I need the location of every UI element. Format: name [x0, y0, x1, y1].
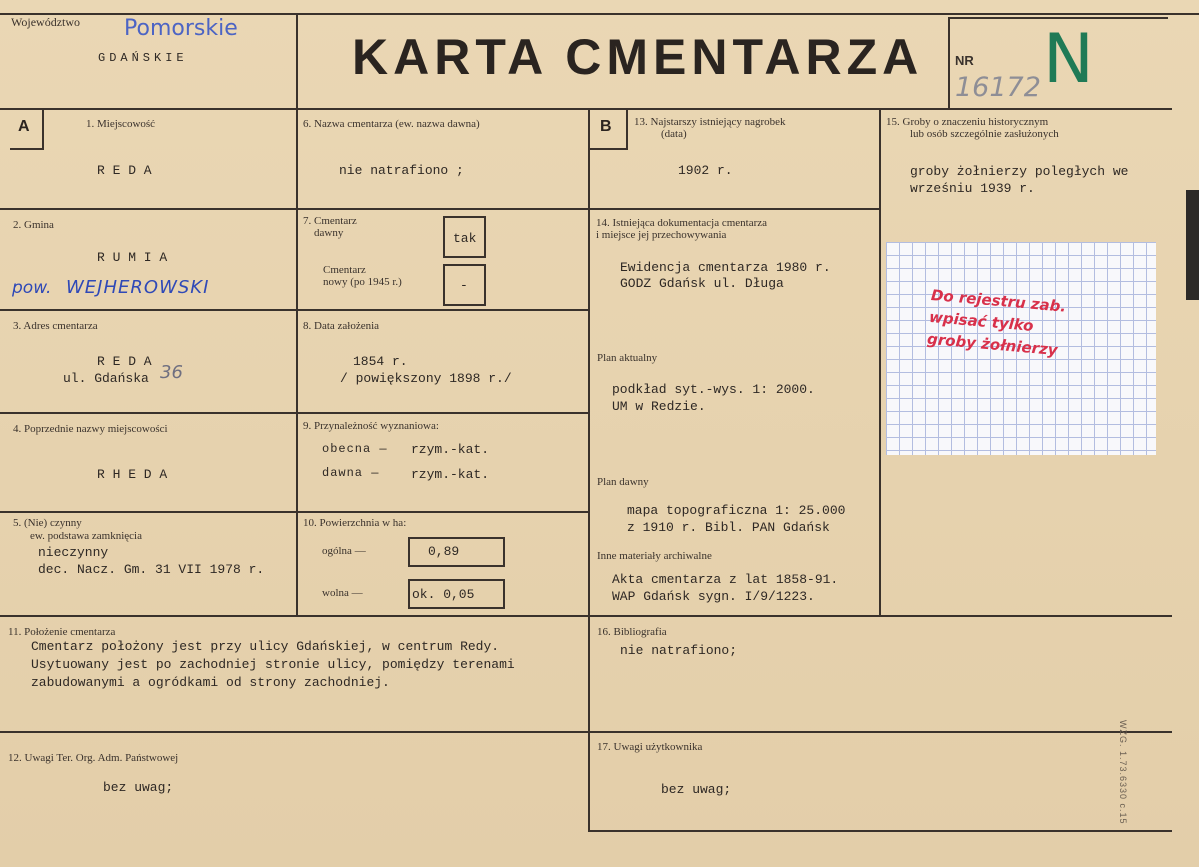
f13-label-1: 13. Najstarszy istniejący nagrobek — [634, 116, 786, 128]
f15-line2: wrześniu 1939 r. — [910, 181, 1035, 196]
f15-label-2: lub osób szczególnie zasłużonych — [910, 128, 1059, 140]
f8-label: 8. Data założenia — [303, 320, 380, 332]
f2-value: R U M I A — [97, 250, 168, 265]
f15-line1: groby żołnierzy poległych we — [910, 164, 1129, 179]
f10-ogolna-value: 0,89 — [428, 544, 460, 559]
f6-value: nie natrafiono ; — [339, 163, 464, 178]
f2-powiat-prefix: pow. — [12, 278, 52, 298]
f11-line3: zabudowanymi a ogródkami od strony zachodniej. — [31, 675, 390, 690]
f17-value: bez uwag; — [661, 782, 732, 797]
f14-inne-line1: Akta cmentarza z lat 1858-91. — [612, 572, 839, 587]
row-line-1 — [0, 208, 588, 210]
f14-doc-line2: GODZ Gdańsk ul. Długa — [620, 276, 784, 291]
f11-label: 11. Położenie cmentarza — [8, 626, 116, 638]
f9-dawna-value: rzym.-kat. — [411, 467, 490, 482]
f14-plan-dawny-line2: z 1910 r. Bibl. PAN Gdańsk — [627, 520, 830, 535]
f9-obecna-label: obecna — — [322, 442, 388, 456]
col-divider-1 — [296, 108, 298, 616]
row-line-2 — [0, 309, 588, 311]
f7-label-old: 7. Cmentarz dawny — [303, 215, 357, 239]
f14-plan-dawny-label: Plan dawny — [597, 476, 649, 488]
col-divider-2 — [588, 108, 590, 832]
f5-label-2: ew. podstawa zamknięcia — [30, 530, 142, 542]
f6-label: 6. Nazwa cmentarza (ew. nazwa dawna) — [303, 118, 480, 130]
f14-label-1: 14. Istniejąca dokumentacja cmentarza — [596, 217, 768, 229]
bottom-line-right — [588, 830, 1172, 832]
f7-label-new: Cmentarz nowy (po 1945 r.) — [323, 264, 402, 288]
f3-line2: ul. Gdańska — [63, 371, 149, 386]
f15-label-1: 15. Groby o znaczeniu historycznym — [886, 116, 1049, 128]
f3-line1: R E D A — [97, 354, 152, 369]
nr-label: NR — [955, 53, 974, 68]
f13-value: 1902 r. — [678, 163, 733, 178]
f11-line1: Cmentarz położony jest przy ulicy Gdańskiej, w centrum Redy. — [31, 639, 500, 654]
scan-edge-strip — [1186, 190, 1199, 300]
f16-value: nie natrafiono; — [620, 643, 738, 658]
row-line-3 — [0, 412, 588, 414]
f9-label: 9. Przynależność wyznaniowa: — [303, 420, 439, 432]
f8-line2: / powiększony 1898 r./ — [340, 371, 512, 386]
row-line-b1 — [588, 208, 879, 210]
row-line-5 — [0, 615, 1172, 617]
f10-ogolna-label: ogólna — — [322, 545, 366, 557]
f3-label: 3. Adres cmentarza — [13, 320, 98, 332]
wojewodztwo-stamp: Pomorskie — [124, 16, 238, 41]
f5-line2: dec. Nacz. Gm. 31 VII 1978 r. — [38, 562, 265, 577]
nr-letter: N — [1043, 20, 1094, 99]
header-divider-left — [296, 13, 298, 109]
f14-plan-aktualny-label: Plan aktualny — [597, 352, 658, 364]
top-border — [0, 13, 1199, 15]
wojewodztwo-typed: GDAŃSKIE — [98, 51, 188, 65]
f14-inne-label: Inne materiały archiwalne — [597, 550, 712, 562]
f10-label: 10. Powierzchnia w ha: — [303, 517, 407, 529]
f14-plan-dawny-line1: mapa topograficzna 1: 25.000 — [627, 503, 846, 518]
f2-label: 2. Gmina — [13, 219, 54, 231]
f5-label-1: 5. (Nie) czynny — [13, 517, 82, 529]
f14-plan-aktualny-line1: podkład syt.-wys. 1: 2000. — [612, 382, 815, 397]
f12-label: 12. Uwagi Ter. Org. Adm. Państwowej — [8, 752, 179, 764]
page-title: KARTA CMENTARZA — [352, 29, 924, 85]
note-line-2: wpisać tylko — [928, 307, 1035, 335]
nr-value: 16172 — [955, 72, 1041, 103]
row-line-4 — [0, 511, 588, 513]
col-divider-3 — [879, 108, 881, 616]
f16-label: 16. Bibliografia — [597, 626, 667, 638]
f5-line1: nieczynny — [38, 545, 109, 560]
f4-value: R H E D A — [97, 467, 168, 482]
f11-line2: Usytuowany jest po zachodniej stronie ulicy, pomiędzy terenami — [31, 657, 515, 672]
f12-value: bez uwag; — [103, 780, 174, 795]
header-divider-nr — [948, 17, 950, 109]
section-b-letter: B — [600, 118, 612, 135]
f14-doc-line1: Ewidencja cmentarza 1980 r. — [620, 260, 831, 275]
f1-label: 1. Miejscowość — [86, 118, 156, 130]
section-a-letter: A — [18, 118, 30, 135]
f14-label-2: i miejsce jej przechowywania — [596, 229, 727, 241]
sticky-note-text — [926, 284, 1067, 362]
row-line-6 — [0, 731, 1172, 733]
f8-line1: 1854 r. — [353, 354, 408, 369]
f14-inne-line2: WAP Gdańsk sygn. I/9/1223. — [612, 589, 815, 604]
f1-value: R E D A — [97, 163, 152, 178]
f3-number: 36 — [160, 362, 183, 383]
f4-label: 4. Poprzednie nazwy miejscowości — [13, 423, 168, 435]
f17-label: 17. Uwagi użytkownika — [597, 741, 703, 753]
f7-old-value: tak — [453, 231, 477, 246]
f14-plan-aktualny-line2: UM w Redzie. — [612, 399, 706, 414]
note-line-3: groby żołnierzy — [926, 329, 1059, 360]
side-print: WZG. 1.73.6330 c.15 — [1118, 720, 1128, 825]
f13-label-2: (data) — [661, 128, 687, 140]
f10-wolna-label: wolna — — [322, 587, 363, 599]
f9-dawna-label: dawna — — [322, 466, 380, 480]
f2-powiat: WEJHEROWSKI — [66, 277, 210, 298]
wojewodztwo-label: Województwo — [11, 15, 81, 29]
note-line-1: Do rejestru zab. — [930, 285, 1067, 316]
header-nr-top — [948, 17, 1168, 19]
f9-obecna-value: rzym.-kat. — [411, 442, 490, 457]
f10-wolna-value: ok. 0,05 — [412, 587, 475, 602]
header-bottom — [0, 108, 1172, 110]
f7-new-value: - — [460, 278, 468, 293]
